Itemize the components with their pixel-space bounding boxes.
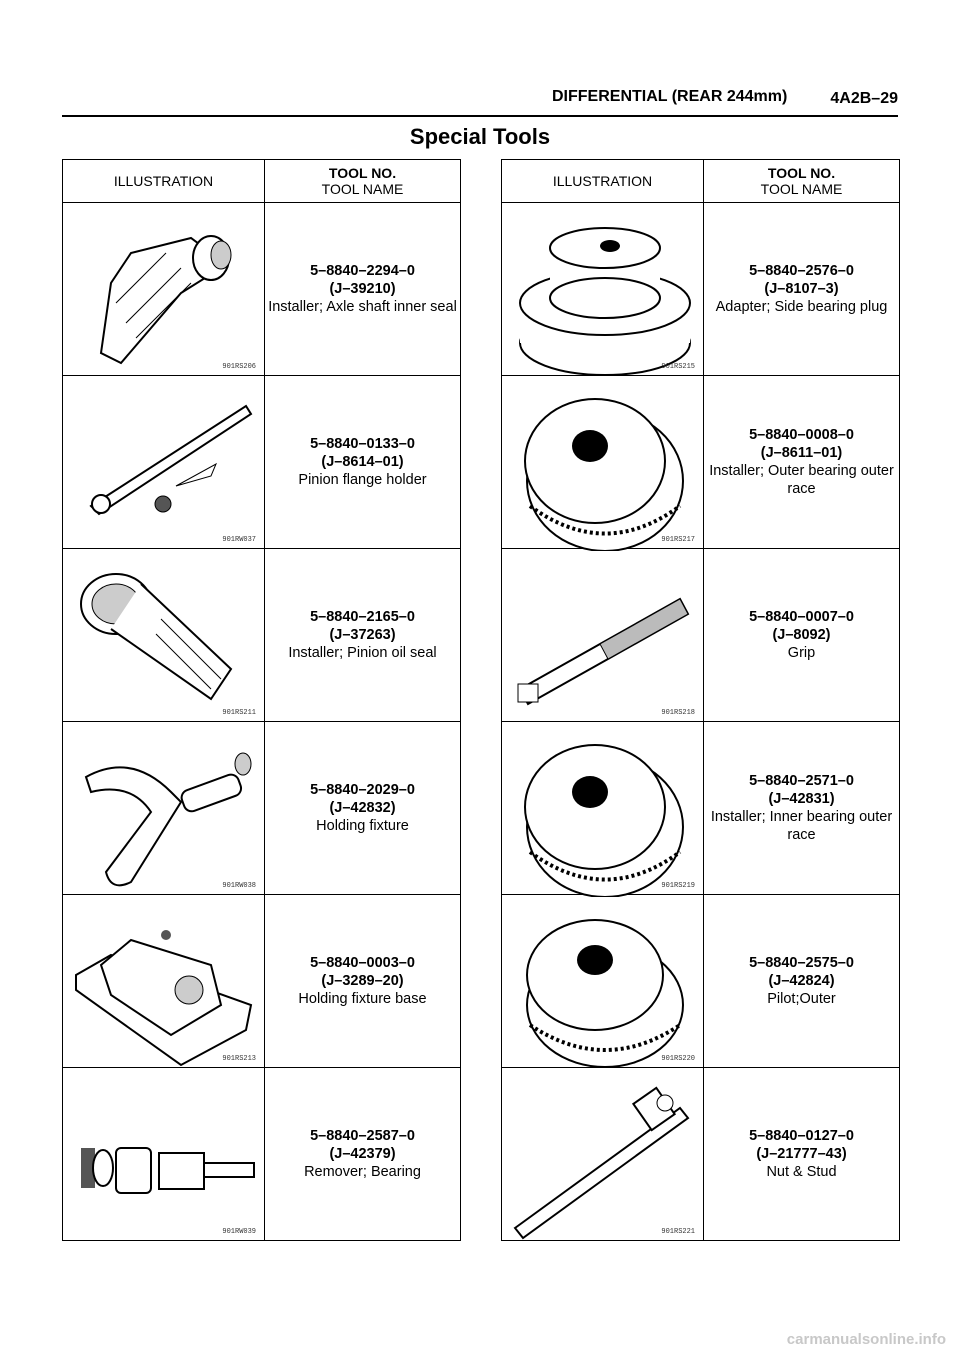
tool-row [502,203,900,376]
figure-code: 901RS221 [661,1228,695,1236]
nut-stud-icon [510,1078,695,1243]
tool-illustration [63,203,265,376]
figure-code: 901RS220 [661,1055,695,1063]
pinion-seal-installer-icon [71,559,256,724]
tool-number: 5–8840–2294–0 [310,263,415,279]
tool-info [265,203,461,376]
tool-name: Remover; Bearing [304,1164,421,1180]
grip-icon [510,559,695,724]
section-title: DIFFERENTIAL (REAR 244mm) [552,88,788,105]
tool-illustration [502,376,704,549]
tool-number: 5–8840–0127–0 [749,1128,854,1144]
tool-illustration [63,549,265,722]
col-illustration: ILLUSTRATION [63,160,265,203]
tool-info [704,722,900,895]
tool-illustration [502,895,704,1068]
tool-j-number: (J–8107–3) [764,281,839,297]
tool-j-number: (J–42831) [768,791,835,807]
figure-code: 901RS206 [222,363,256,371]
tool-number: 5–8840–0007–0 [749,609,854,625]
tool-number: 5–8840–2587–0 [310,1128,415,1144]
tool-info [704,895,900,1068]
tool-info [704,549,900,722]
tool-name: Installer; Inner bearing outer race [710,809,893,843]
axle-seal-installer-icon [71,213,256,378]
tool-name: Pinion flange holder [298,472,427,488]
tool-row [63,895,461,1068]
tools-table-right [501,159,900,1241]
race-installer-icon [510,732,695,897]
tool-number: 5–8840–2571–0 [749,773,854,789]
tool-illustration [63,1068,265,1241]
adapter-plug-icon [510,213,695,378]
tool-info [704,376,900,549]
tool-j-number: (J–3289–20) [321,973,404,989]
tool-info [265,895,461,1068]
tool-j-number: (J–8611–01) [760,445,843,461]
tool-j-number: (J–8092) [772,627,831,643]
table-header-row [502,160,900,203]
tool-name: Pilot;Outer [767,991,836,1007]
figure-code: 901RS215 [661,363,695,371]
page-number: 4A2B–29 [830,90,898,107]
tool-name: Installer; Outer bearing outer race [709,463,894,497]
tool-info [704,203,900,376]
col-tool [704,160,900,203]
tool-name: Holding fixture base [298,991,427,1007]
tool-number: 5–8840–2029–0 [310,782,415,798]
tool-info [265,376,461,549]
tool-row [63,203,461,376]
tool-number: 5–8840–0008–0 [749,427,854,443]
tool-number: 5–8840–0133–0 [310,436,415,452]
tool-name: Holding fixture [316,818,409,834]
tool-name: Installer; Axle shaft inner seal [268,299,457,315]
tool-row [63,722,461,895]
tool-name: Nut & Stud [766,1164,837,1180]
tool-illustration [502,722,704,895]
fixture-base-icon [71,905,256,1070]
figure-code: 901RS219 [661,882,695,890]
tool-row [502,722,900,895]
tool-illustration [63,895,265,1068]
page-title: Special Tools [409,124,551,149]
watermark: carmanualsonline.info [786,1331,946,1348]
bearing-remover-icon [71,1078,256,1243]
col-tool-no: TOOL NO. [767,165,836,181]
tool-j-number: (J–42824) [768,973,835,989]
tool-illustration [502,203,704,376]
tool-number: 5–8840–0003–0 [310,955,415,971]
tool-illustration [63,376,265,549]
tool-row [502,549,900,722]
tool-number: 5–8840–2576–0 [749,263,854,279]
tool-j-number: (J–42832) [329,800,396,816]
holding-fixture-icon [71,732,256,897]
pilot-icon [510,905,695,1070]
tool-j-number: (J–21777–43) [756,1146,847,1162]
race-installer-icon [510,386,695,551]
col-tool-name: TOOL NAME [760,181,843,197]
tool-row [63,549,461,722]
tool-j-number: (J–39210) [329,281,396,297]
figure-code: 901RW037 [222,536,256,544]
tool-info [704,1068,900,1241]
tool-illustration [63,722,265,895]
tool-info [265,722,461,895]
tool-info [265,1068,461,1241]
figure-code: 901RS218 [661,709,695,717]
tool-info [265,549,461,722]
figure-code: 901RS217 [661,536,695,544]
tool-number: 5–8840–2165–0 [310,609,415,625]
tool-name: Adapter; Side bearing plug [715,299,888,315]
tool-row [63,376,461,549]
col-tool-no: TOOL NO. [328,165,397,181]
tool-row [502,1068,900,1241]
table-header-row [63,160,461,203]
tool-row [502,376,900,549]
page-header [62,88,898,116]
tool-row [502,895,900,1068]
figure-code: 901RW039 [222,1228,256,1236]
col-tool-name: TOOL NAME [321,181,404,197]
col-tool [265,160,461,203]
tool-row [63,1068,461,1241]
figure-code: 901RS211 [222,709,256,717]
header-rule [62,115,898,117]
tool-illustration [502,549,704,722]
pinion-flange-holder-icon [71,386,256,551]
tools-table-left [62,159,461,1241]
figure-code: 901RS213 [222,1055,256,1063]
tool-j-number: (J–42379) [329,1146,396,1162]
figure-code: 901RW038 [222,882,256,890]
tool-number: 5–8840–2575–0 [749,955,854,971]
tool-name: Grip [787,645,816,661]
tool-j-number: (J–8614–01) [321,454,404,470]
tool-illustration [502,1068,704,1241]
tool-j-number: (J–37263) [329,627,396,643]
tool-name: Installer; Pinion oil seal [288,645,437,661]
col-illustration: ILLUSTRATION [502,160,704,203]
